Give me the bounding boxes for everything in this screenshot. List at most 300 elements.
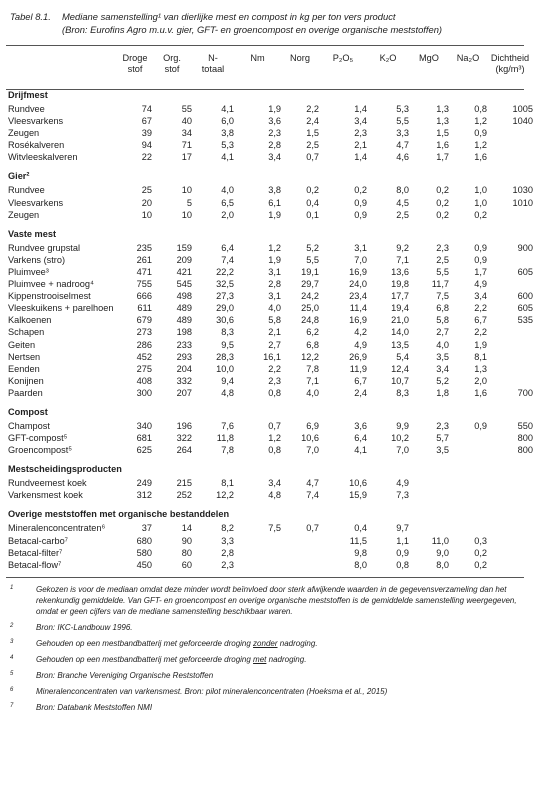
row-label: Eenden <box>8 363 40 374</box>
cell-value: 5,8 <box>436 315 449 326</box>
section-heading-row <box>8 404 533 420</box>
table-row <box>8 103 533 115</box>
composition-table <box>8 52 533 576</box>
cell-value: 8,3 <box>221 327 234 338</box>
cell-value: 204 <box>176 363 192 374</box>
section-title: Drijfmest <box>8 90 48 100</box>
cell-value: 1,2 <box>474 116 487 127</box>
table-row <box>8 314 533 326</box>
cell-value: 25,0 <box>301 303 319 314</box>
table-row <box>8 351 533 363</box>
row-label: Zeugen <box>8 128 40 139</box>
column-header <box>118 52 152 87</box>
column-header-line-1: Droge <box>122 53 148 63</box>
footnote-marker: 3 <box>10 638 14 645</box>
table-row <box>8 522 533 534</box>
cell-value: 5,2 <box>436 375 449 386</box>
cell-value <box>487 278 533 290</box>
header-label <box>8 52 118 87</box>
cell-value: 10,7 <box>391 375 409 386</box>
cell-value: 0,2 <box>306 185 319 196</box>
cell-value: 421 <box>176 266 192 277</box>
row-label: Betacal-filter⁷ <box>8 547 63 558</box>
table-row <box>8 209 533 221</box>
cell-value: 20 <box>141 197 152 208</box>
cell-value: 4,9 <box>474 279 487 290</box>
cell-value: 7,5 <box>268 523 281 534</box>
column-header <box>319 52 367 87</box>
column-header-line-2: stof <box>127 64 143 74</box>
table-row <box>8 547 533 559</box>
cell-value: 2,5 <box>396 209 409 220</box>
cell-value: 0,9 <box>474 254 487 265</box>
cell-value: 3,8 <box>268 185 281 196</box>
cell-value: 14,0 <box>391 327 409 338</box>
table-row <box>8 115 533 127</box>
cell-value: 1,5 <box>306 128 319 139</box>
cell-value: 6,2 <box>306 327 319 338</box>
caption-line-1: Mediane samenstelling¹ van dierlijke mest en compost in kg per ton vers product <box>62 11 396 22</box>
cell-value: 3,5 <box>436 445 449 456</box>
cell-value: 6,1 <box>268 197 281 208</box>
cell-value: 2,2 <box>474 303 487 314</box>
cell-value: 300 <box>136 387 152 398</box>
cell-value: 700 <box>517 387 533 398</box>
table-row <box>8 477 533 489</box>
cell-value: 3,4 <box>474 291 487 302</box>
cell-value: 1,6 <box>474 387 487 398</box>
row-label: Witvleeskalveren <box>8 152 78 163</box>
cell-value: 2,5 <box>306 140 319 151</box>
cell-value: 4,8 <box>221 387 234 398</box>
cell-value: 11,5 <box>349 535 367 546</box>
cell-value: 2,8 <box>268 279 281 290</box>
cell-value: 340 <box>136 420 152 431</box>
cell-value: 0,2 <box>354 185 367 196</box>
row-label: Paarden <box>8 387 43 398</box>
cell-value: 6,4 <box>221 242 234 253</box>
cell-value: 14 <box>181 523 192 534</box>
caption-text <box>62 10 522 36</box>
cell-value: 22,2 <box>216 266 234 277</box>
cell-value: 1,7 <box>474 266 487 277</box>
cell-value: 235 <box>136 242 152 253</box>
section-title: Mestscheidingsproducten <box>8 464 122 475</box>
row-label: Rundvee <box>8 185 45 196</box>
cell-value: 2,1 <box>354 140 367 151</box>
row-label: Geiten <box>8 339 36 350</box>
column-header-line-2: totaal <box>201 64 225 74</box>
cell-value: 0,8 <box>474 104 487 114</box>
cell-value: 0,8 <box>268 445 281 456</box>
cell-value: 67 <box>141 116 152 127</box>
cell-value: 5 <box>186 197 192 208</box>
cell-value: 322 <box>176 433 192 444</box>
table-row <box>8 420 533 432</box>
cell-value: 2,7 <box>436 327 449 338</box>
cell-value <box>234 559 281 571</box>
cell-value: 252 <box>176 490 192 501</box>
column-header-line-1: MgO <box>419 53 439 63</box>
cell-value: 605 <box>517 303 533 314</box>
cell-value <box>449 432 487 444</box>
row-label: GFT-compost⁵ <box>8 433 68 444</box>
footnote-text: Bron: IKC-Landbouw 1996. <box>36 622 133 632</box>
cell-value: 4,0 <box>436 339 449 350</box>
cell-value: 4,6 <box>396 152 409 163</box>
table-row <box>8 535 533 547</box>
cell-value: 1,2 <box>268 433 281 444</box>
cell-value: 8,1 <box>474 351 487 362</box>
table-row <box>8 242 533 254</box>
cell-value: 1,8 <box>436 387 449 398</box>
footnote-underlined-word: met <box>253 654 267 664</box>
cell-value: 2,7 <box>268 339 281 350</box>
cell-value: 680 <box>136 535 152 546</box>
cell-value: 1,2 <box>474 140 487 151</box>
cell-value: 25 <box>141 185 152 196</box>
column-header-line-1: K₂O <box>379 53 397 63</box>
row-label: Vleeskuikens + parelhoen <box>8 303 114 314</box>
cell-value: 22 <box>141 152 152 163</box>
cell-value: 15,9 <box>349 490 367 501</box>
cell-value <box>487 151 533 163</box>
cell-value: 1,6 <box>474 152 487 163</box>
cell-value: 207 <box>176 387 192 398</box>
cell-value: 2,8 <box>221 547 234 558</box>
cell-value: 6,4 <box>354 433 367 444</box>
cell-value: 17,7 <box>391 291 409 302</box>
cell-value: 0,9 <box>354 209 367 220</box>
cell-value: 4,1 <box>221 104 234 114</box>
cell-value <box>449 522 487 534</box>
footnote-text: Bron: Databank Meststoffen NMI <box>36 702 153 712</box>
cell-value: 7,8 <box>221 445 234 456</box>
table-row <box>8 489 533 501</box>
cell-value <box>409 489 449 501</box>
column-header-line-1: Dichtheid <box>490 53 530 63</box>
cell-value: 8,3 <box>396 387 409 398</box>
cell-value: 17 <box>181 152 192 163</box>
table-row <box>8 326 533 338</box>
cell-value: 5,3 <box>221 140 234 151</box>
cell-value: 1,3 <box>436 104 449 114</box>
caption-label: Tabel 8.1. <box>10 11 51 22</box>
cell-value: 471 <box>136 266 152 277</box>
cell-value: 1,3 <box>474 363 487 374</box>
cell-value: 90 <box>181 535 192 546</box>
cell-value: 7,6 <box>221 420 234 431</box>
row-label: Kippenstrooiselmest <box>8 291 91 302</box>
cell-value <box>487 559 533 571</box>
cell-value: 8,2 <box>221 523 234 534</box>
column-header-line-1: Na₂O <box>456 53 480 63</box>
footnote-marker: 1 <box>10 584 14 591</box>
footnote-text-part: nadroging. <box>266 654 307 664</box>
cell-value: 12,4 <box>391 363 409 374</box>
cell-value: 40 <box>181 116 192 127</box>
cell-value <box>449 477 487 489</box>
cell-value: 9,7 <box>396 523 409 534</box>
cell-value: 11,8 <box>216 433 234 444</box>
table-row <box>8 432 533 444</box>
cell-value: 3,1 <box>268 266 281 277</box>
cell-value <box>281 547 319 559</box>
cell-value: 4,1 <box>354 445 367 456</box>
footnote-text-part: Gehouden op een mestbandbatterij met geforceerde droging <box>36 638 254 648</box>
cell-value: 1040 <box>512 116 533 127</box>
cell-value: 3,8 <box>221 128 234 139</box>
cell-value: 30,6 <box>216 315 234 326</box>
cell-value: 34 <box>181 128 192 139</box>
cell-value: 611 <box>137 303 152 314</box>
cell-value: 1,9 <box>268 209 281 220</box>
cell-value: 13,5 <box>391 339 409 350</box>
cell-value: 71 <box>181 140 192 151</box>
table-row <box>8 387 533 399</box>
cell-value: 159 <box>176 242 192 253</box>
cell-value: 3,5 <box>436 351 449 362</box>
table-row <box>8 444 533 456</box>
footnote-text <box>36 638 521 649</box>
column-header <box>281 52 319 87</box>
cell-value <box>487 477 533 489</box>
cell-value: 6,7 <box>354 375 367 386</box>
cell-value <box>409 522 449 534</box>
cell-value: 5,5 <box>306 254 319 265</box>
cell-value: 2,1 <box>268 327 281 338</box>
cell-value: 1,9 <box>268 104 281 114</box>
cell-value: 24,2 <box>301 291 319 302</box>
cell-value: 2,3 <box>436 420 449 431</box>
cell-value: 2,3 <box>268 128 281 139</box>
row-label: Groencompost⁵ <box>8 445 73 456</box>
cell-value: 550 <box>517 420 533 431</box>
header-row <box>8 52 533 87</box>
cell-value: 5,8 <box>268 315 281 326</box>
cell-value: 0,7 <box>306 152 319 163</box>
cell-value: 249 <box>136 478 152 489</box>
cell-value: 7,0 <box>354 254 367 265</box>
cell-value: 7,0 <box>306 445 319 456</box>
row-label: Varkens (stro) <box>8 254 66 265</box>
footnote-text: Bron: Branche Vereniging Organische Reststoffen <box>36 670 214 680</box>
cell-value: 13,6 <box>391 266 409 277</box>
cell-value: 0,9 <box>396 547 409 558</box>
cell-value: 498 <box>176 291 192 302</box>
cell-value <box>487 375 533 387</box>
cell-value: 19,8 <box>391 279 409 290</box>
cell-value: 7,5 <box>436 291 449 302</box>
cell-value: 5,7 <box>436 433 449 444</box>
cell-value: 0,2 <box>436 185 449 196</box>
cell-value: 4,8 <box>268 490 281 501</box>
cell-value: 5,5 <box>436 266 449 277</box>
cell-value: 1,4 <box>354 152 367 163</box>
cell-value: 5,4 <box>396 351 409 362</box>
section-title: Compost <box>8 406 48 417</box>
column-header <box>449 52 487 87</box>
section-title: Vaste mest <box>8 228 57 239</box>
cell-value <box>487 363 533 375</box>
column-header <box>152 52 192 87</box>
cell-value: 0,9 <box>474 128 487 139</box>
table-row <box>8 197 533 209</box>
cell-value: 1,6 <box>436 140 449 151</box>
cell-value: 24,0 <box>349 279 367 290</box>
cell-value: 4,2 <box>354 327 367 338</box>
cell-value: 8,0 <box>396 185 409 196</box>
cell-value: 681 <box>136 433 152 444</box>
cell-value: 8,0 <box>436 559 449 570</box>
cell-value: 80 <box>181 547 192 558</box>
cell-value: 5,5 <box>396 116 409 127</box>
footnote-underlined-word: zonder <box>253 638 278 648</box>
column-header-line-1: Org. <box>163 53 181 63</box>
caption-line-2: (Bron: Eurofins Agro m.u.v. gier, GFT- en groencompost en overige organische meststoffen) <box>62 24 443 35</box>
cell-value <box>281 535 319 547</box>
table-row <box>8 266 533 278</box>
row-label: Varkensmest koek <box>8 490 83 501</box>
cell-value: 2,2 <box>268 363 281 374</box>
row-label: Zeugen <box>8 209 40 220</box>
table-row <box>8 290 533 302</box>
row-label: Nertsen <box>8 351 41 362</box>
cell-value: 196 <box>176 420 192 431</box>
cell-value: 273 <box>136 327 152 338</box>
cell-value: 0,3 <box>474 535 487 546</box>
cell-value: 489 <box>176 303 192 314</box>
row-label: Rundvee grupstal <box>8 242 81 253</box>
cell-value: 3,6 <box>354 420 367 431</box>
row-label: Kalkoenen <box>8 315 52 326</box>
footnote-marker: 4 <box>10 654 14 661</box>
cell-value <box>487 522 533 534</box>
cell-value: 800 <box>517 433 533 444</box>
column-header-line-1: Norg <box>290 53 310 63</box>
footnote-marker: 7 <box>10 702 14 709</box>
column-header <box>409 52 449 87</box>
cell-value <box>234 535 281 547</box>
cell-value: 10 <box>181 185 192 196</box>
cell-value: 1005 <box>512 104 533 114</box>
cell-value: 1,3 <box>436 116 449 127</box>
cell-value: 28,3 <box>216 351 234 362</box>
cell-value: 26,9 <box>349 351 367 362</box>
cell-value: 5,2 <box>306 242 319 253</box>
cell-value: 293 <box>176 351 192 362</box>
cell-value: 5,3 <box>396 104 409 114</box>
footnote-text-part: nadroging. <box>277 638 318 648</box>
cell-value: 9,0 <box>436 547 449 558</box>
cell-value: 1,9 <box>268 254 281 265</box>
section-heading-row <box>8 168 533 184</box>
cell-value: 10 <box>141 209 152 220</box>
table-row <box>8 184 533 196</box>
cell-value <box>281 559 319 571</box>
cell-value: 60 <box>181 559 192 570</box>
cell-value: 535 <box>517 315 533 326</box>
row-label: Betacal-carbo⁷ <box>8 535 69 546</box>
column-header-line-2: stof <box>164 64 180 74</box>
table-row <box>8 339 533 351</box>
cell-value: 6,8 <box>436 303 449 314</box>
footnote-text-part: Gehouden op een mestbandbatterij met geforceerde droging <box>36 654 254 664</box>
cell-value: 755 <box>136 279 152 290</box>
cell-value <box>487 535 533 547</box>
cell-value: 4,0 <box>221 185 234 196</box>
cell-value: 1,0 <box>474 197 487 208</box>
table-row <box>8 127 533 139</box>
cell-value: 11,4 <box>349 303 367 314</box>
column-header <box>192 52 234 87</box>
cell-value: 7,0 <box>396 445 409 456</box>
cell-value: 8,0 <box>354 559 367 570</box>
section-title: Overige meststoffen met organische bestanddelen <box>8 509 230 520</box>
footnote-marker: 6 <box>10 686 14 693</box>
cell-value: 1,7 <box>436 152 449 163</box>
footnote-text <box>36 654 521 665</box>
column-header <box>487 52 533 87</box>
cell-value: 1,5 <box>436 128 449 139</box>
cell-value <box>487 326 533 338</box>
cell-value: 37 <box>141 523 152 534</box>
cell-value <box>487 489 533 501</box>
section-heading-row <box>8 226 533 242</box>
bottom-rule <box>6 577 524 578</box>
cell-value: 0,2 <box>474 559 487 570</box>
cell-value: 11,9 <box>349 363 367 374</box>
cell-value: 2,3 <box>436 242 449 253</box>
cell-value <box>487 139 533 151</box>
cell-value: 209 <box>176 254 192 265</box>
cell-value: 679 <box>136 315 152 326</box>
column-header-line-1: P₂O₅ <box>332 53 354 63</box>
table-row <box>8 278 533 290</box>
cell-value: 2,2 <box>306 104 319 114</box>
cell-value: 0,9 <box>474 242 487 253</box>
row-label: Rosékalveren <box>8 140 65 151</box>
cell-value <box>449 489 487 501</box>
cell-value: 3,3 <box>221 535 234 546</box>
table-row <box>8 302 533 314</box>
cell-value: 27,3 <box>216 291 234 302</box>
cell-value <box>409 477 449 489</box>
column-header-line-1: N- <box>208 53 218 63</box>
cell-value: 12,2 <box>301 351 319 362</box>
cell-value <box>487 547 533 559</box>
cell-value: 1,2 <box>268 242 281 253</box>
cell-value: 2,3 <box>354 128 367 139</box>
cell-value: 8,1 <box>221 478 234 489</box>
section-title: Gier² <box>8 171 30 182</box>
row-label: Vleesvarkens <box>8 197 64 208</box>
cell-value: 1030 <box>512 185 533 196</box>
footnote-marker: 2 <box>10 622 14 629</box>
cell-value: 580 <box>136 547 152 558</box>
cell-value: 0,9 <box>474 420 487 431</box>
cell-value: 6,8 <box>306 339 319 350</box>
cell-value: 24,8 <box>301 315 319 326</box>
cell-value: 489 <box>176 315 192 326</box>
row-label: Konijnen <box>8 375 44 386</box>
cell-value: 7,4 <box>221 254 234 265</box>
table-row <box>8 254 533 266</box>
cell-value: 2,5 <box>436 254 449 265</box>
cell-value: 23,4 <box>349 291 367 302</box>
table-row <box>8 363 533 375</box>
cell-value: 10 <box>181 209 192 220</box>
